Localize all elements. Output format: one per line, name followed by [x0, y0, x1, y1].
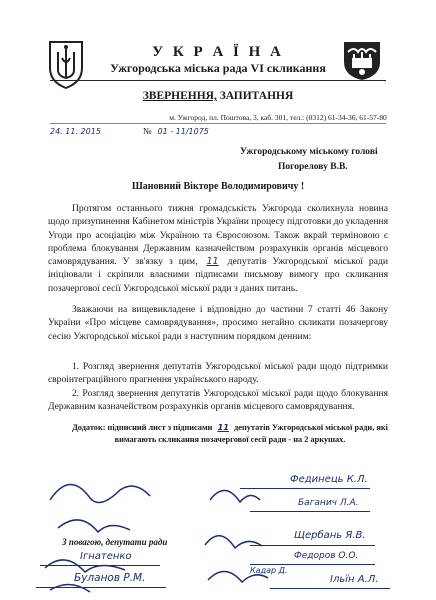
paragraph-1 [48, 202, 388, 295]
registration-line [50, 126, 209, 136]
registration-number-label: № [142, 126, 152, 136]
paragraph-1-part-1: Протягом останнього тижня громадськість Ужгорода сколихнула новина щодо призупинення Кабінетом міністрів України процесу підготовки до укладення Угоди про асоціацію між Україною та Євросоюзом. Також вкрай терміновою є проблема блокування Державним казначейством розрахунків органів місцевого самоврядування. У зв'язку з цим, [48, 203, 389, 268]
signature-3-line [250, 545, 375, 546]
paragraph-1-part-2: депутатів Ужгородської міської ради ініціювали і скріпили власними підписами письмову вимогу про скликання позачергової сесії Ужгородської міської ради з даних питань. [48, 256, 388, 294]
signature-5: Ігнатенко [80, 551, 132, 562]
appendix-note [70, 421, 390, 446]
agenda-item-1: 1. Розгляд звернення депутатів Ужгородської міської ради щодо підтримки євроінтеграційного прагнення українського народу. [48, 361, 388, 386]
address-divider [50, 123, 386, 124]
signature-8: Кадар Д. [250, 566, 288, 575]
document-type-underlined: ЗВЕРНЕННЯ, [142, 90, 217, 102]
addressee-block [240, 145, 400, 175]
document-type-rest: ЗАПИТАННЯ [216, 90, 294, 102]
signature-3: Щербань Я.В. [294, 530, 366, 541]
addressee-line-2: Погорелову В.В. [278, 162, 348, 172]
signature-4-line [250, 564, 375, 565]
signature-5-line [40, 565, 160, 566]
agenda-item-2: 2. Розгляд звернення депутатів Ужгородської міської ради щодо блокування Державним казначейством розрахунків органів місцевого самоврядування. [48, 388, 388, 413]
signature-1: Фединець К.Л. [290, 474, 368, 485]
addressee-line-1: Ужгородському міському голові [240, 147, 378, 157]
signature-4: Федоров О.О. [294, 551, 359, 561]
header-divider [50, 80, 386, 81]
signature-6: Буланов Р.М. [74, 572, 146, 584]
council-title: Ужгородська міська рада VI скликання [110, 61, 326, 75]
registration-number: 01 - 11/1075 [157, 127, 209, 136]
signature-7-line [270, 588, 390, 589]
signature-2: Баганич Л.А. [298, 498, 359, 508]
deputies-count-handwritten: 11 [206, 256, 219, 268]
appendix-part-2: депутатів Ужгородської міської ради, які вимагають скликання позачергової сесії ради - на 2 аркушах. [114, 423, 388, 444]
registration-date: 24. 11. 2015 [50, 127, 101, 136]
document-type [0, 90, 436, 102]
signature-1-line [240, 488, 370, 489]
signature-2-line [250, 511, 370, 512]
country-title: У К Р А Ї Н А [152, 44, 284, 60]
paragraph-2: Зважаючи на вищевикладене і відповідно до частини 7 статті 46 Закону України «Про місцеве самоврядування», просимо негайно скликати позачергову сесію Ужгородської міської ради з наступним порядком денним: [48, 304, 388, 342]
appendix-part-1: Додаток: підписний лист з підписами [72, 423, 213, 432]
signature-6-line [36, 587, 166, 588]
signature-7: Ільїн А.Л. [330, 574, 379, 585]
salutation: Шановний Вікторе Володимировичу ! [131, 181, 305, 192]
council-address: м. Ужгород, пл. Поштова, 3, каб. 301, тел.: (0312) 61-34-36, 61-57-80 [169, 113, 387, 122]
appendix-count-handwritten: 11 [217, 422, 230, 432]
closing-phrase: З повагою, депутати ради [62, 537, 168, 547]
